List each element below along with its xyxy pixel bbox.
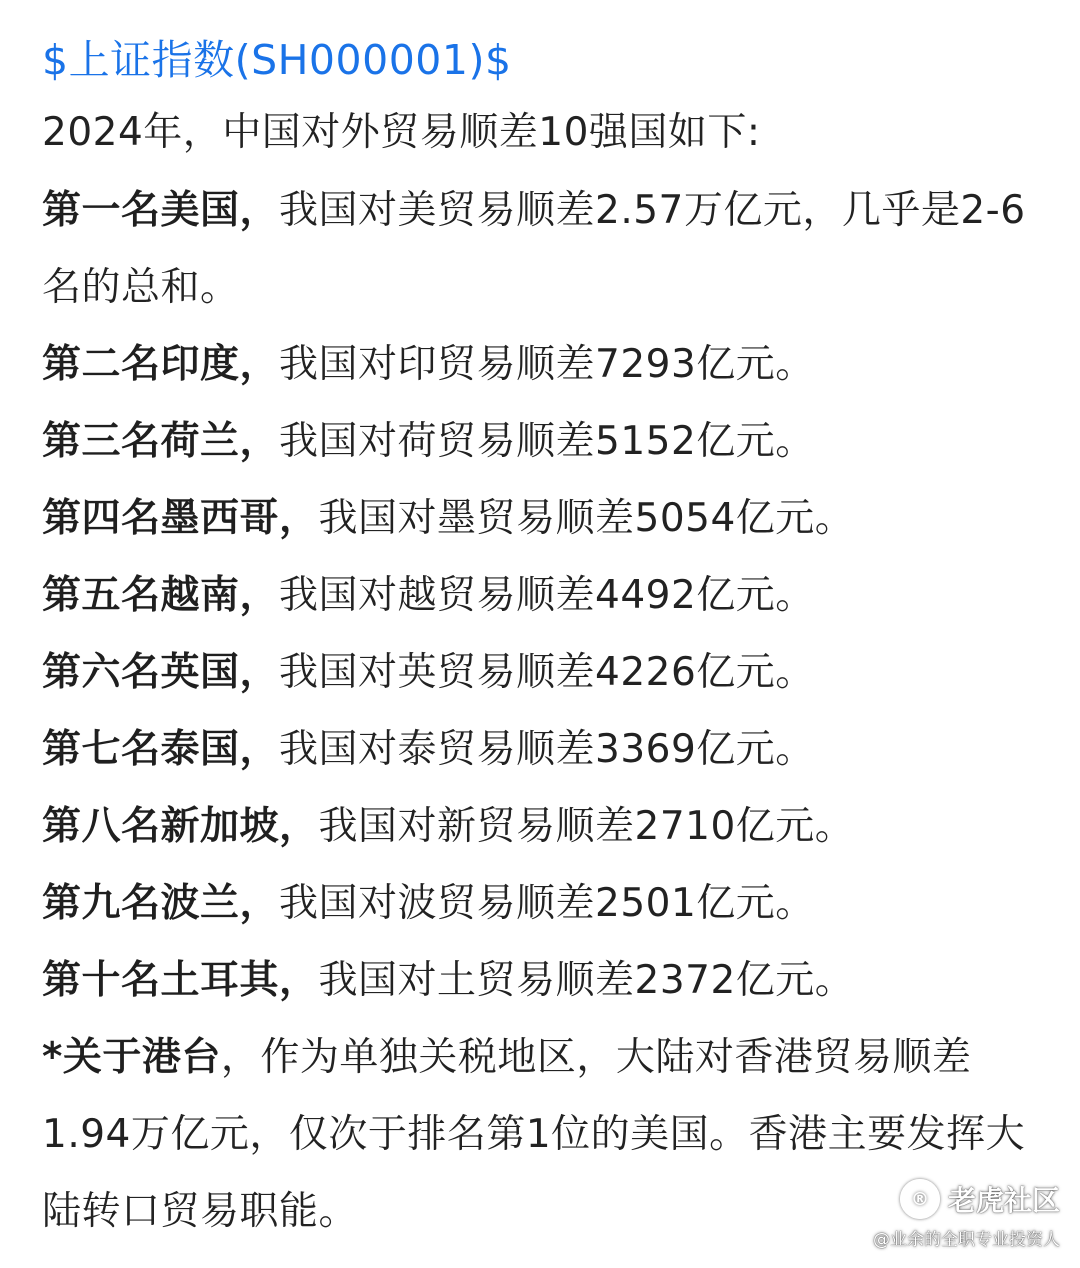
post-content xyxy=(42,28,1052,1250)
ranking-title: 第六名英国， xyxy=(42,650,280,695)
ranking-detail: 我国对印贸易顺差7293亿元。 xyxy=(279,342,815,387)
ranking-item xyxy=(42,403,1052,480)
ranking-title: 第二名印度， xyxy=(42,342,280,387)
ranking-detail: 我国对荷贸易顺差5152亿元。 xyxy=(279,419,815,464)
ranking-item xyxy=(42,865,1052,942)
ranking-title: 第九名波兰， xyxy=(42,881,280,926)
note-title: *关于港台 xyxy=(42,1035,221,1080)
ranking-item xyxy=(42,480,1052,557)
ranking-detail: 我国对新贸易顺差2710亿元。 xyxy=(318,804,855,849)
ranking-title: 第八名新加坡， xyxy=(42,804,319,849)
ranking-title: 第七名泰国， xyxy=(42,727,280,772)
ranking-item xyxy=(42,788,1052,865)
ranking-title: 第一名美国， xyxy=(42,188,280,233)
ranking-detail: 我国对土贸易顺差2372亿元。 xyxy=(318,958,855,1003)
ranking-detail: 我国对越贸易顺差4492亿元。 xyxy=(279,573,815,618)
ranking-detail: 我国对墨贸易顺差5054亿元。 xyxy=(318,496,855,541)
watermark-username: @业余的全职专业投资人 xyxy=(873,1230,1060,1250)
ranking-title: 第五名越南， xyxy=(42,573,280,618)
note-detail: ，作为单独关税地区，大陆对香港贸易顺差1.94万亿元，仅次于排名第1位的美国。香港主要发挥大陆转口贸易职能。 xyxy=(42,1035,1026,1234)
tiger-logo-icon: ® xyxy=(900,1179,940,1219)
stock-tag-link[interactable]: $上证指数(SH000001)$ xyxy=(42,36,512,84)
watermark-brand: 老虎社区 xyxy=(947,1184,1060,1217)
post-intro: 2024年，中国对外贸易顺差10强国如下: xyxy=(42,110,761,155)
ranking-detail: 我国对泰贸易顺差3369亿元。 xyxy=(279,727,815,772)
ranking-item xyxy=(42,942,1052,1019)
ranking-detail: 我国对波贸易顺差2501亿元。 xyxy=(279,881,815,926)
ranking-item xyxy=(42,172,1052,326)
ranking-item xyxy=(42,326,1052,403)
ranking-item xyxy=(42,711,1052,788)
ranking-title: 第十名土耳其， xyxy=(42,958,319,1003)
ranking-item xyxy=(42,557,1052,634)
ranking-title: 第四名墨西哥， xyxy=(42,496,319,541)
watermark xyxy=(873,1179,1060,1250)
ranking-detail: 我国对美贸易顺差2.57万亿元，几乎是2-6名的总和。 xyxy=(42,188,1026,310)
ranking-item xyxy=(42,634,1052,711)
ranking-title: 第三名荷兰， xyxy=(42,419,280,464)
ranking-detail: 我国对英贸易顺差4226亿元。 xyxy=(279,650,815,695)
watermark-brand-row xyxy=(873,1179,1060,1219)
